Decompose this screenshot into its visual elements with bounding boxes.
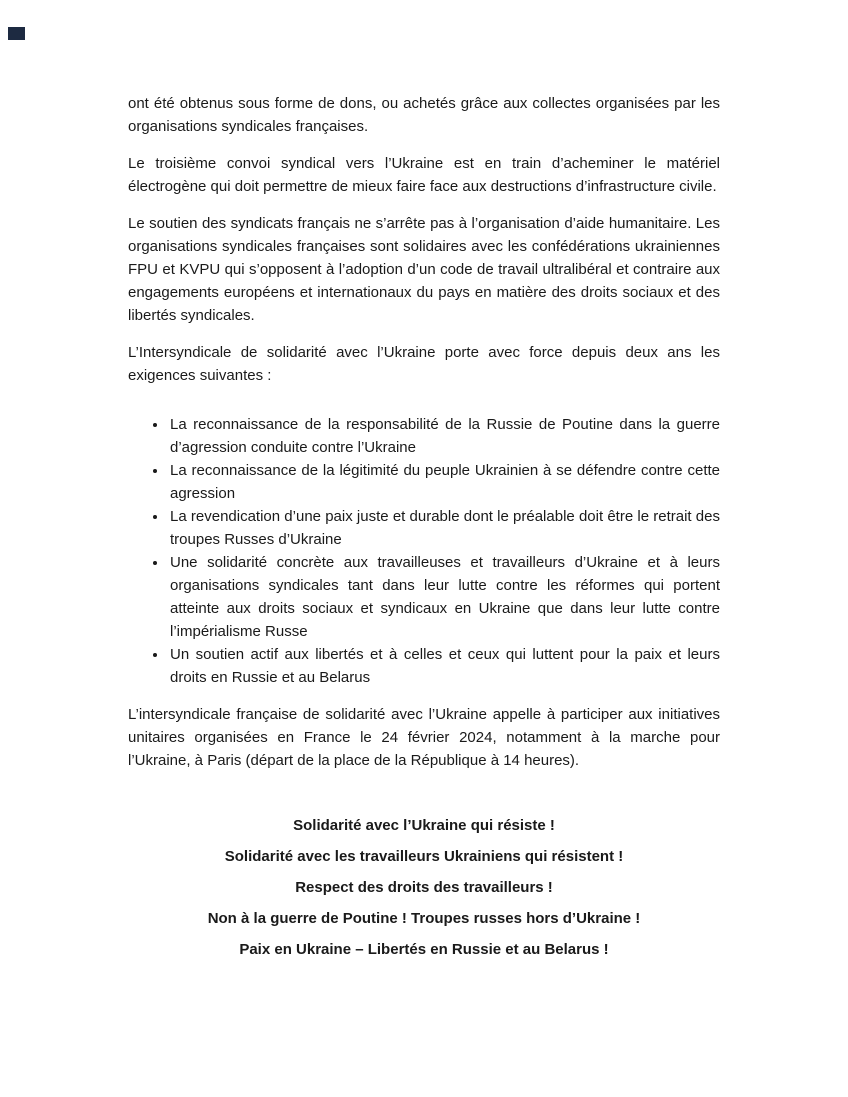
slogans-block: [128, 814, 720, 961]
demands-list: [128, 413, 720, 689]
body-paragraph: Le soutien des syndicats français ne s’arrête pas à l’organisation d’aide humanitaire. Les organisations syndicales françaises sont solidaires avec les confédérations ukrainiennes FPU et KVPU qui s’opposent à l’adoption d’un code de travail ultralibéral et contraire aux engagements européens et internationaux du pays en matière des droits sociaux et des libertés syndicales.: [128, 215, 720, 324]
body-paragraph: L’Intersyndicale de solidarité avec l’Ukraine porte avec force depuis deux ans les exigences suivantes :: [128, 344, 720, 384]
body-paragraph: ont été obtenus sous forme de dons, ou achetés grâce aux collectes organisées par les organisations syndicales françaises.: [128, 95, 720, 135]
demand-item: • La reconnaissance de la responsabilité de la Russie de Poutine dans la guerre d’agression conduite contre l’Ukraine: [168, 413, 720, 459]
corner-mark: [8, 27, 25, 40]
closing-paragraph: L’intersyndicale française de solidarité avec l’Ukraine appelle à participer aux initiatives unitaires organisées en France le 24 février 2024, notamment à la marche pour l’Ukraine, à Paris (départ de la place de la République à 14 heures).: [128, 706, 720, 769]
slogan-line: Solidarité avec l’Ukraine qui résiste !: [293, 817, 555, 834]
slogan-line: Paix en Ukraine – Libertés en Russie et au Belarus !: [239, 941, 609, 958]
slogan-line: Solidarité avec les travailleurs Ukrainiens qui résistent !: [224, 848, 624, 865]
demand-item: • La reconnaissance de la légitimité du peuple Ukrainien à se défendre contre cette agression: [168, 459, 720, 505]
demand-item: • Un soutien actif aux libertés et à celles et ceux qui luttent pour la paix et leurs droits en Russie et au Belarus: [168, 643, 720, 689]
body-paragraph: Le troisième convoi syndical vers l’Ukraine est en train d’acheminer le matériel électrogène qui doit permettre de mieux faire face aux destructions d’infrastructure civile.: [128, 155, 720, 195]
slogan-line: Respect des droits des travailleurs !: [295, 879, 553, 896]
demand-item: • Une solidarité concrète aux travailleuses et travailleurs d’Ukraine et à leurs organisations syndicales tant dans leur lutte contre les réformes qui portent atteinte aux droits sociaux et syndicaux en Ukraine que dans leur lutte contre l’impérialisme Russe: [168, 551, 720, 643]
text-content: [128, 92, 720, 969]
demand-item: • La revendication d’une paix juste et durable dont le préalable doit être le retrait des troupes Russes d’Ukraine: [168, 505, 720, 551]
slogan-line: Non à la guerre de Poutine ! Troupes russes hors d’Ukraine !: [207, 910, 641, 927]
